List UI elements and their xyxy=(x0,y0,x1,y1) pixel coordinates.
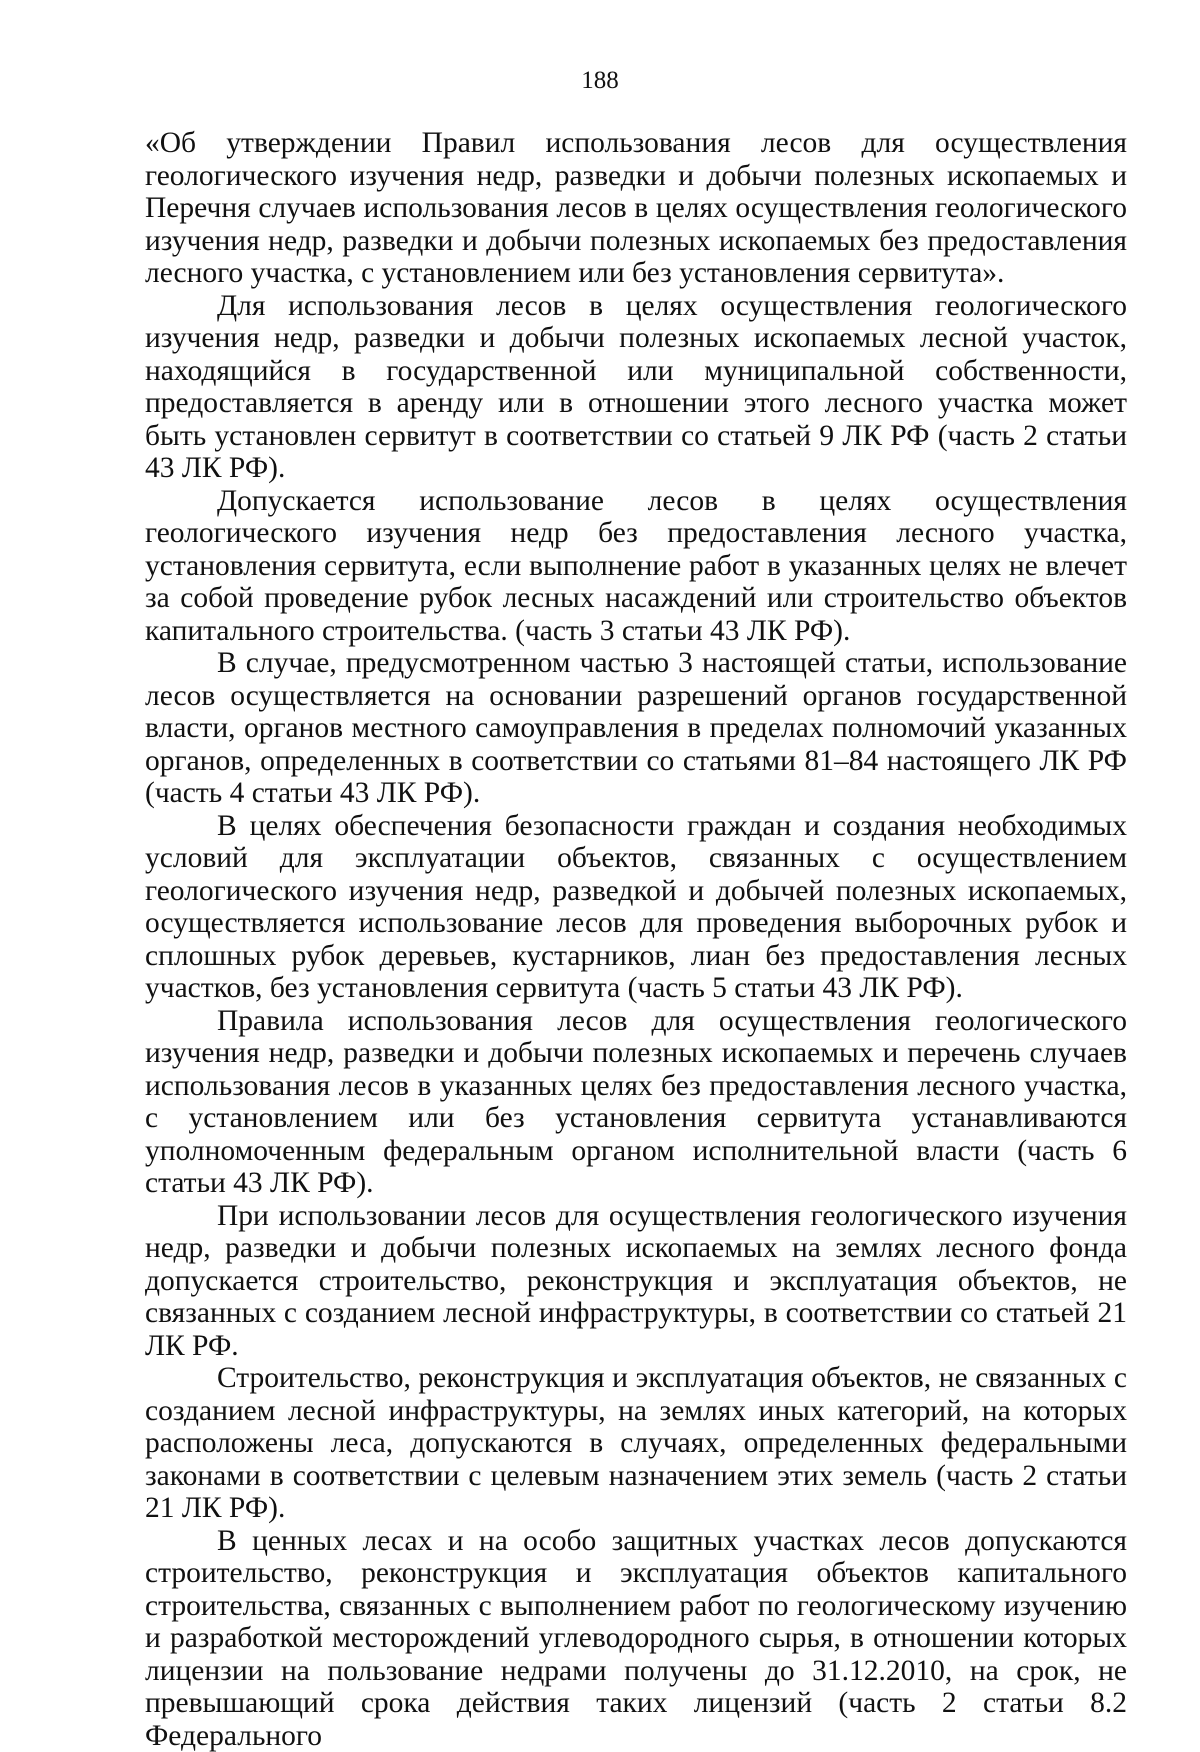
paragraph: Правила использования лесов для осуществления геологического изучения недр, разведки и добычи полезных ископаемых и перечень случаев использования лесов в указанных целях без предоставления лесного участка, с установлением или без установления сервитута устанавливаются уполномоченным федеральным органом исполнительной власти (часть 6 статьи 43 ЛК РФ). xyxy=(145,1005,1127,1200)
paragraph: «Об утверждении Правил использования лесов для осуществления геологического изучения недр, разведки и добычи полезных ископаемых и Перечня случаев использования лесов в целях осуществления геологического изучения недр, разведки и добычи полезных ископаемых без предоставления лесного участка, с установлением или без установления сервитута». xyxy=(145,127,1127,290)
paragraph: В ценных лесах и на особо защитных участках лесов допускаются строительство, реконструкция и эксплуатация объектов капитального строительства, связанных с выполнением работ по геологическому изучению и разработкой месторождений углеводородного сырья, в отношении которых лицензии на пользование недрами получены до 31.12.2010, на срок, не превышающий срока действия таких лицензий (часть 2 статьи 8.2 Федерального xyxy=(145,1525,1127,1752)
page-number: 188 xyxy=(0,66,1200,96)
paragraph: При использовании лесов для осуществления геологического изучения недр, разведки и добычи полезных ископаемых на землях лесного фонда допускается строительство, реконструкция и эксплуатация объектов, не связанных с созданием лесной инфраструктуры, в соответствии со статьей 21 ЛК РФ. xyxy=(145,1200,1127,1363)
document-body xyxy=(145,127,1127,1752)
paragraph: Для использования лесов в целях осуществления геологического изучения недр, разведки и добычи полезных ископаемых лесной участок, находящийся в государственной или муниципальной собственности, предоставляется в аренду или в отношении этого лесного участка может быть установлен сервитут в соответствии со статьей 9 ЛК РФ (часть 2 статьи 43 ЛК РФ). xyxy=(145,290,1127,485)
paragraph: В случае, предусмотренном частью 3 настоящей статьи, использование лесов осуществляется на основании разрешений органов государственной власти, органов местного самоуправления в пределах полномочий указанных органов, определенных в соответствии со статьями 81–84 настоящего ЛК РФ (часть 4 статьи 43 ЛК РФ). xyxy=(145,647,1127,810)
paragraph: В целях обеспечения безопасности граждан и создания необходимых условий для эксплуатации объектов, связанных с осуществлением геологического изучения недр, разведкой и добычей полезных ископаемых, осуществляется использование лесов для проведения выборочных рубок и сплошных рубок деревьев, кустарников, лиан без предоставления лесных участков, без установления сервитута (часть 5 статьи 43 ЛК РФ). xyxy=(145,810,1127,1005)
paragraph: Строительство, реконструкция и эксплуатация объектов, не связанных с созданием лесной инфраструктуры, на землях иных категорий, на которых расположены леса, допускаются в случаях, определенных федеральными законами в соответствии с целевым назначением этих земель (часть 2 статьи 21 ЛК РФ). xyxy=(145,1362,1127,1525)
paragraph: Допускается использование лесов в целях осуществления геологического изучения недр без предоставления лесного участка, установления сервитута, если выполнение работ в указанных целях не влечет за собой проведение рубок лесных насаждений или строительство объектов капитального строительства. (часть 3 статьи 43 ЛК РФ). xyxy=(145,485,1127,648)
